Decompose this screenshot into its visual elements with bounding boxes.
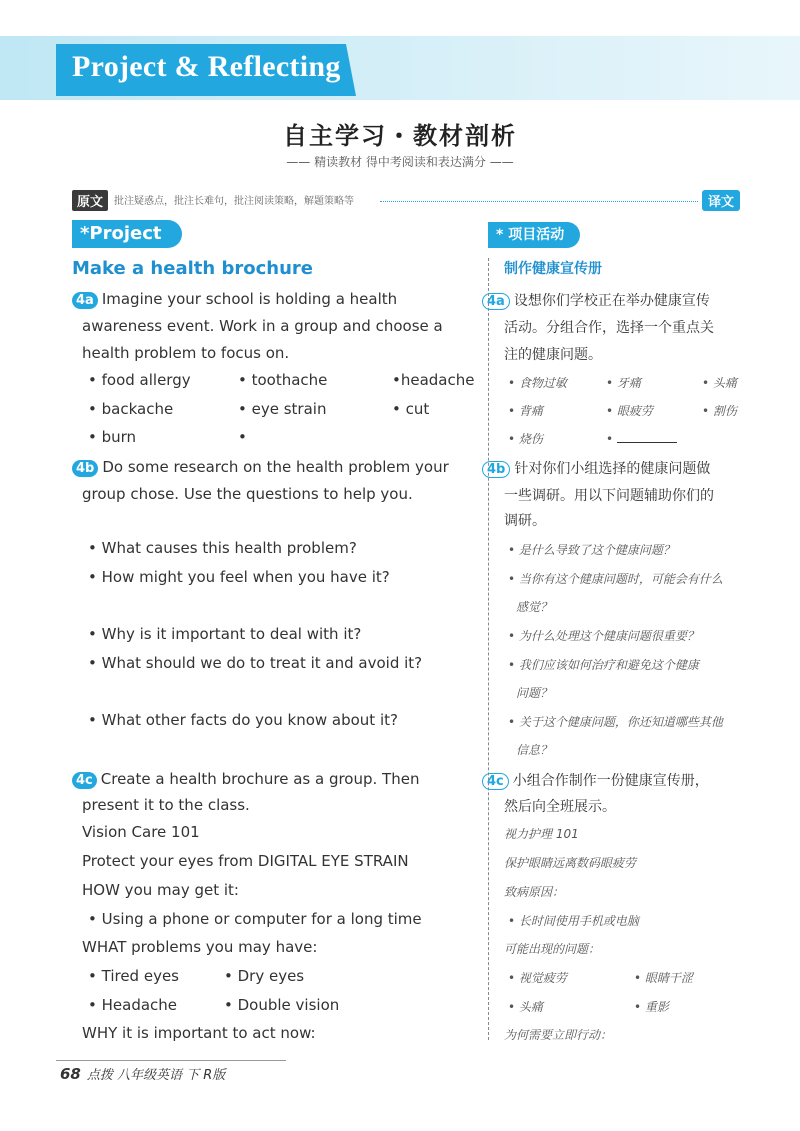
brochure-line: • Double vision <box>224 996 340 1014</box>
task-4c-line-cn: 4c 小组合作制作一份健康宣传册， <box>482 770 709 790</box>
dotted-divider <box>380 201 698 202</box>
question-item-cn: 问题？ <box>516 686 553 700</box>
question-item: • Why is it important to deal with it? <box>88 625 362 643</box>
task-4a-line: awareness event. Work in a group and choose a <box>82 317 443 335</box>
option-blank-cn: • <box>606 430 677 446</box>
brochure-line-cn: 为何需要立即行动： <box>504 1028 613 1042</box>
brochure-line: • Dry eyes <box>224 967 305 985</box>
brochure-line-cn: 可能出现的问题： <box>504 942 601 956</box>
brochure-line-cn: • 重影 <box>634 1000 669 1014</box>
book-name: 点拨 八年级英语 下 R版 <box>86 1068 226 1083</box>
project-pill-cn: * 项目活动 <box>488 222 580 248</box>
brochure-line: • Headache <box>88 996 178 1014</box>
section-heading: Make a health brochure <box>72 258 313 279</box>
task-4a-line-cn: 注的健康问题。 <box>504 347 602 363</box>
task-badge-4c: 4c <box>72 772 97 789</box>
section-heading-cn: 制作健康宣传册 <box>504 261 602 277</box>
task-badge-4b: 4b <box>72 460 98 477</box>
page-footer <box>60 1064 225 1083</box>
translation-label: 译文 <box>702 190 740 211</box>
option-item-cn: • 眼疲劳 <box>606 404 653 418</box>
question-item-cn: 感觉？ <box>516 600 553 614</box>
option-item: •headache <box>392 371 475 389</box>
page-subtitle: —— 精读教材 得中考阅读和表达满分 —— <box>286 155 514 169</box>
original-note: 批注疑惑点，批注长难句，批注阅读策略，解题策略等 <box>114 196 354 207</box>
option-item: • burn <box>88 428 137 446</box>
option-item-cn: • 食物过敏 <box>508 376 567 390</box>
brochure-line: HOW you may get it: <box>82 881 239 899</box>
brochure-line-cn: 致病原因： <box>504 885 565 899</box>
task-4b-line-cn: 调研。 <box>504 513 546 529</box>
task-badge-4a-cn: 4a <box>482 293 510 310</box>
question-item: • What should we do to treat it and avoid it? <box>88 654 423 672</box>
brochure-line-cn: • 长时间使用手机或电脑 <box>508 914 639 928</box>
option-item: • cut <box>392 400 430 418</box>
option-item-cn: • 割伤 <box>702 404 737 418</box>
task-badge-4c-cn: 4c <box>482 773 509 790</box>
brochure-line: WHY it is important to act now: <box>82 1024 316 1042</box>
page-title: 自主学习・教材剖析 <box>283 122 517 150</box>
question-item-cn: • 当你有这个健康问题时，可能会有什么 <box>508 572 723 586</box>
task-4b-line: 4b Do some research on the health problem your <box>72 458 449 477</box>
task-4a-line: health problem to focus on. <box>82 344 290 362</box>
project-pill: *Project <box>72 220 182 248</box>
option-item-cn: • 头痛 <box>702 376 737 390</box>
task-4b-line: group chose. Use the questions to help you. <box>82 485 413 503</box>
brochure-line-cn: 保护眼睛远离数码眼疲劳 <box>504 856 637 870</box>
question-item: • What causes this health problem? <box>88 539 357 557</box>
brochure-line: WHAT problems you may have: <box>82 938 318 956</box>
question-item-cn: • 是什么导致了这个健康问题？ <box>508 543 675 557</box>
question-item: • What other facts do you know about it? <box>88 711 398 729</box>
brochure-line: • Tired eyes <box>88 967 179 985</box>
brochure-line-cn: • 眼睛干涩 <box>634 971 693 985</box>
task-4a-line-cn: 活动。分组合作，选择一个重点关 <box>504 320 714 336</box>
question-item-cn: 信息？ <box>516 743 553 757</box>
page-number: 68 <box>60 1065 81 1083</box>
option-item-cn: • 牙痛 <box>606 376 641 390</box>
option-item: • eye strain <box>238 400 327 418</box>
option-item-cn: • 背痛 <box>508 404 543 418</box>
option-item-cn: • 烧伤 <box>508 432 543 446</box>
task-4c-line: 4c Create a health brochure as a group. Then <box>72 770 419 789</box>
task-4b-line-cn: 一些调研。用以下问题辅助你们的 <box>504 488 714 504</box>
option-blank: • <box>238 428 247 446</box>
brochure-line-cn: • 视觉疲劳 <box>508 971 567 985</box>
question-item: • How might you feel when you have it? <box>88 568 390 586</box>
brochure-line: Vision Care 101 <box>82 823 200 841</box>
brochure-line-cn: 视力护理 101 <box>504 827 579 841</box>
option-item: • toothache <box>238 371 328 389</box>
brochure-line: Protect your eyes from DIGITAL EYE STRAIN <box>82 852 409 870</box>
question-item-cn: • 为什么处理这个健康问题很重要？ <box>508 629 699 643</box>
task-4a-line: 4a Imagine your school is holding a health <box>72 290 397 309</box>
option-item: • food allergy <box>88 371 191 389</box>
question-item-cn: • 我们应该如何治疗和避免这个健康 <box>508 658 699 672</box>
brochure-line-cn: • 头痛 <box>508 1000 543 1014</box>
question-item-cn: • 关于这个健康问题，你还知道哪些其他 <box>508 715 723 729</box>
original-label: 原文 <box>72 190 108 211</box>
task-badge-4b-cn: 4b <box>482 461 510 478</box>
banner-title: Project & Reflecting <box>72 50 341 83</box>
task-badge-4a: 4a <box>72 292 98 309</box>
task-4c-line: present it to the class. <box>82 796 250 814</box>
task-4c-line-cn: 然后向全班展示。 <box>504 799 616 815</box>
option-item: • backache <box>88 400 174 418</box>
task-4b-line-cn: 4b 针对你们小组选择的健康问题做 <box>482 458 710 478</box>
column-divider <box>488 258 489 1040</box>
brochure-line: • Using a phone or computer for a long time <box>88 910 422 928</box>
task-4a-line-cn: 4a 设想你们学校正在举办健康宣传 <box>482 290 710 310</box>
footer-rule <box>56 1060 286 1061</box>
